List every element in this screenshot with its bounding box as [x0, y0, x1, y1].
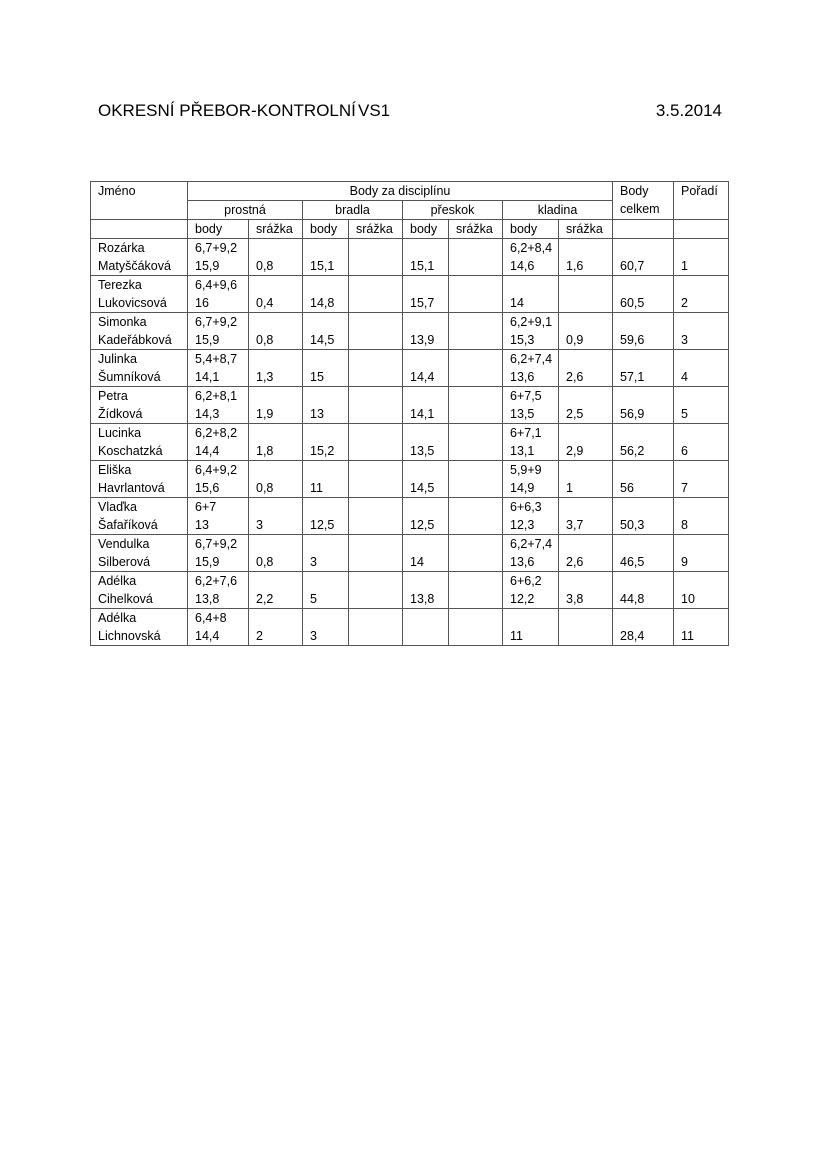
bradla-score: 3	[303, 553, 349, 572]
kladina-score: 12,2	[503, 590, 559, 609]
cell-empty	[559, 461, 613, 480]
rank: 6	[674, 442, 729, 461]
kladina-deduction: 2,6	[559, 368, 613, 387]
bradla-score: 14,8	[303, 294, 349, 313]
cell-empty	[249, 424, 303, 443]
cell-empty	[674, 535, 729, 554]
table-row	[91, 535, 729, 554]
prostna-score-detail: 5,4+8,7	[188, 350, 249, 369]
total-score: 59,6	[613, 331, 674, 350]
kladina-deduction: 2,5	[559, 405, 613, 424]
cell-empty	[349, 387, 403, 406]
category-label: VS1	[358, 101, 391, 120]
rank: 3	[674, 331, 729, 350]
cell-empty	[613, 461, 674, 480]
cell-empty	[349, 313, 403, 332]
sub-header-srazka: srážka	[449, 220, 503, 239]
cell-empty	[449, 387, 503, 406]
rank: 7	[674, 479, 729, 498]
cell-empty	[349, 424, 403, 443]
cell-empty	[349, 350, 403, 369]
preskok-score: 15,1	[403, 257, 449, 276]
total-score: 56	[613, 479, 674, 498]
discipline-bradla: bradla	[303, 201, 403, 220]
last-name: Lukovicsová	[91, 294, 188, 313]
col-header-rank: Pořadí	[674, 182, 729, 220]
cell-empty	[613, 239, 674, 258]
table-row	[91, 239, 729, 258]
prostna-score: 14,4	[188, 442, 249, 461]
rank: 2	[674, 294, 729, 313]
bradla-score: 3	[303, 627, 349, 646]
last-name: Koschatzká	[91, 442, 188, 461]
cell-empty	[403, 609, 449, 628]
preskok-score	[403, 627, 449, 646]
cell-empty	[674, 498, 729, 517]
table-row-continuation	[91, 294, 729, 313]
page-heading	[98, 101, 722, 121]
last-name: Šumníková	[91, 368, 188, 387]
rank: 10	[674, 590, 729, 609]
total-score: 60,5	[613, 294, 674, 313]
results-body	[91, 239, 729, 646]
bradla-deduction	[349, 294, 403, 313]
prostna-deduction: 1,8	[249, 442, 303, 461]
bradla-score: 15,2	[303, 442, 349, 461]
cell-empty	[349, 498, 403, 517]
cell-empty	[249, 239, 303, 258]
preskok-deduction	[449, 331, 503, 350]
preskok-deduction	[449, 405, 503, 424]
sub-header-srazka: srážka	[559, 220, 613, 239]
cell-empty	[303, 498, 349, 517]
kladina-score-detail: 6+7,1	[503, 424, 559, 443]
last-name: Kadeřábková	[91, 331, 188, 350]
table-row-continuation	[91, 627, 729, 646]
cell-empty	[249, 313, 303, 332]
table-row-continuation	[91, 331, 729, 350]
prostna-score: 16	[188, 294, 249, 313]
prostna-deduction: 2	[249, 627, 303, 646]
kladina-score-detail: 5,9+9	[503, 461, 559, 480]
sub-header-empty	[613, 220, 674, 239]
cell-empty	[613, 276, 674, 295]
prostna-score: 13,8	[188, 590, 249, 609]
cell-empty	[349, 572, 403, 591]
total-score: 46,5	[613, 553, 674, 572]
bradla-deduction	[349, 590, 403, 609]
first-name: Adélka	[91, 572, 188, 591]
cell-empty	[249, 535, 303, 554]
competition-date: 3.5.2014	[655, 101, 722, 120]
sub-header-empty	[674, 220, 729, 239]
kladina-deduction: 2,6	[559, 553, 613, 572]
col-header-total: Body celkem	[613, 182, 674, 220]
cell-empty	[674, 609, 729, 628]
cell-empty	[449, 276, 503, 295]
preskok-deduction	[449, 553, 503, 572]
cell-empty	[303, 609, 349, 628]
last-name: Žídková	[91, 405, 188, 424]
cell-empty	[449, 424, 503, 443]
rank: 1	[674, 257, 729, 276]
last-name: Havrlantová	[91, 479, 188, 498]
cell-empty	[613, 498, 674, 517]
cell-empty	[559, 572, 613, 591]
sub-header-srazka: srážka	[349, 220, 403, 239]
preskok-score: 13,5	[403, 442, 449, 461]
cell-empty	[449, 350, 503, 369]
prostna-score-detail: 6,2+8,1	[188, 387, 249, 406]
header-row-3	[91, 220, 729, 239]
total-score: 50,3	[613, 516, 674, 535]
table-row-continuation	[91, 590, 729, 609]
bradla-score: 14,5	[303, 331, 349, 350]
cell-empty	[613, 609, 674, 628]
table-row-continuation	[91, 405, 729, 424]
kladina-deduction: 2,9	[559, 442, 613, 461]
table-row	[91, 461, 729, 480]
total-score: 57,1	[613, 368, 674, 387]
cell-empty	[449, 461, 503, 480]
cell-empty	[449, 535, 503, 554]
kladina-score: 13,1	[503, 442, 559, 461]
kladina-score: 13,6	[503, 553, 559, 572]
table-row-continuation	[91, 442, 729, 461]
cell-empty	[559, 239, 613, 258]
prostna-deduction: 0,8	[249, 331, 303, 350]
rank: 5	[674, 405, 729, 424]
rank: 11	[674, 627, 729, 646]
cell-empty	[613, 535, 674, 554]
cell-empty	[559, 424, 613, 443]
cell-empty	[559, 609, 613, 628]
cell-empty	[249, 276, 303, 295]
last-name: Lichnovská	[91, 627, 188, 646]
preskok-deduction	[449, 368, 503, 387]
cell-empty	[303, 276, 349, 295]
preskok-score: 13,8	[403, 590, 449, 609]
first-name: Eliška	[91, 461, 188, 480]
rank: 4	[674, 368, 729, 387]
cell-empty	[674, 239, 729, 258]
prostna-score-detail: 6+7	[188, 498, 249, 517]
total-score: 56,2	[613, 442, 674, 461]
prostna-score-detail: 6,4+8	[188, 609, 249, 628]
kladina-deduction: 1	[559, 479, 613, 498]
kladina-score-detail	[503, 276, 559, 295]
kladina-score-detail: 6+6,3	[503, 498, 559, 517]
cell-empty	[674, 424, 729, 443]
prostna-score: 14,3	[188, 405, 249, 424]
prostna-deduction: 3	[249, 516, 303, 535]
kladina-score: 14	[503, 294, 559, 313]
prostna-score-detail: 6,7+9,2	[188, 239, 249, 258]
cell-empty	[403, 313, 449, 332]
prostna-score: 15,9	[188, 331, 249, 350]
cell-empty	[674, 313, 729, 332]
cell-empty	[403, 572, 449, 591]
preskok-deduction	[449, 479, 503, 498]
prostna-score: 13	[188, 516, 249, 535]
table-row	[91, 387, 729, 406]
last-name: Matyščáková	[91, 257, 188, 276]
kladina-score: 14,6	[503, 257, 559, 276]
bradla-score: 12,5	[303, 516, 349, 535]
sub-header-body: body	[403, 220, 449, 239]
kladina-deduction: 3,8	[559, 590, 613, 609]
results-table	[90, 181, 729, 646]
last-name: Silberová	[91, 553, 188, 572]
cell-empty	[674, 572, 729, 591]
sub-header-empty	[91, 220, 188, 239]
kladina-score: 12,3	[503, 516, 559, 535]
total-score: 28,4	[613, 627, 674, 646]
cell-empty	[303, 572, 349, 591]
prostna-deduction: 2,2	[249, 590, 303, 609]
first-name: Vendulka	[91, 535, 188, 554]
kladina-score: 13,5	[503, 405, 559, 424]
bradla-deduction	[349, 368, 403, 387]
prostna-score-detail: 6,7+9,2	[188, 535, 249, 554]
bradla-deduction	[349, 257, 403, 276]
kladina-score-detail: 6+6,2	[503, 572, 559, 591]
first-name: Simonka	[91, 313, 188, 332]
cell-empty	[674, 461, 729, 480]
kladina-score-detail: 6+7,5	[503, 387, 559, 406]
preskok-score: 15,7	[403, 294, 449, 313]
kladina-score-detail: 6,2+7,4	[503, 350, 559, 369]
preskok-deduction	[449, 442, 503, 461]
bradla-deduction	[349, 442, 403, 461]
kladina-score: 13,6	[503, 368, 559, 387]
cell-empty	[559, 350, 613, 369]
table-row-continuation	[91, 553, 729, 572]
cell-empty	[613, 424, 674, 443]
prostna-deduction: 1,3	[249, 368, 303, 387]
prostna-score: 15,9	[188, 257, 249, 276]
first-name: Petra	[91, 387, 188, 406]
cell-empty	[559, 387, 613, 406]
cell-empty	[303, 461, 349, 480]
last-name: Šafaříková	[91, 516, 188, 535]
cell-empty	[613, 572, 674, 591]
table-row-continuation	[91, 257, 729, 276]
bradla-deduction	[349, 405, 403, 424]
kladina-deduction	[559, 627, 613, 646]
first-name: Terezka	[91, 276, 188, 295]
table-row	[91, 609, 729, 628]
cell-empty	[613, 387, 674, 406]
cell-empty	[403, 424, 449, 443]
first-name: Julinka	[91, 350, 188, 369]
cell-empty	[303, 535, 349, 554]
sub-header-srazka: srážka	[249, 220, 303, 239]
col-header-disciplines: Body za disciplínu	[188, 182, 613, 201]
kladina-score-detail: 6,2+8,4	[503, 239, 559, 258]
table-row	[91, 424, 729, 443]
cell-empty	[613, 350, 674, 369]
table-row-continuation	[91, 516, 729, 535]
prostna-score-detail: 6,2+7,6	[188, 572, 249, 591]
preskok-score: 14,4	[403, 368, 449, 387]
prostna-deduction: 0,8	[249, 553, 303, 572]
cell-empty	[559, 276, 613, 295]
discipline-preskok: přeskok	[403, 201, 503, 220]
cell-empty	[249, 461, 303, 480]
cell-empty	[249, 350, 303, 369]
table-row-continuation	[91, 368, 729, 387]
bradla-score: 15,1	[303, 257, 349, 276]
cell-empty	[449, 239, 503, 258]
cell-empty	[559, 313, 613, 332]
bradla-deduction	[349, 331, 403, 350]
cell-empty	[403, 461, 449, 480]
prostna-score: 14,1	[188, 368, 249, 387]
prostna-deduction: 0,8	[249, 257, 303, 276]
table-row	[91, 498, 729, 517]
cell-empty	[403, 387, 449, 406]
cell-empty	[349, 609, 403, 628]
preskok-score: 14	[403, 553, 449, 572]
bradla-score: 13	[303, 405, 349, 424]
rank: 9	[674, 553, 729, 572]
cell-empty	[349, 535, 403, 554]
kladina-score: 14,9	[503, 479, 559, 498]
cell-empty	[449, 313, 503, 332]
kladina-score-detail	[503, 609, 559, 628]
cell-empty	[403, 350, 449, 369]
sub-header-body: body	[503, 220, 559, 239]
cell-empty	[349, 276, 403, 295]
sub-header-body: body	[188, 220, 249, 239]
bradla-deduction	[349, 627, 403, 646]
cell-empty	[249, 572, 303, 591]
total-score: 60,7	[613, 257, 674, 276]
bradla-score: 5	[303, 590, 349, 609]
cell-empty	[303, 424, 349, 443]
cell-empty	[303, 387, 349, 406]
cell-empty	[403, 535, 449, 554]
col-header-name: Jméno	[91, 182, 188, 220]
preskok-score: 14,5	[403, 479, 449, 498]
kladina-deduction	[559, 294, 613, 313]
prostna-score: 14,4	[188, 627, 249, 646]
cell-empty	[349, 239, 403, 258]
table-row	[91, 572, 729, 591]
kladina-score-detail: 6,2+9,1	[503, 313, 559, 332]
cell-empty	[674, 350, 729, 369]
first-name: Vlaďka	[91, 498, 188, 517]
table-row	[91, 313, 729, 332]
discipline-kladina: kladina	[503, 201, 613, 220]
preskok-deduction	[449, 590, 503, 609]
preskok-deduction	[449, 516, 503, 535]
preskok-deduction	[449, 294, 503, 313]
cell-empty	[449, 609, 503, 628]
bradla-deduction	[349, 553, 403, 572]
sub-header-body: body	[303, 220, 349, 239]
table-row-continuation	[91, 479, 729, 498]
kladina-deduction: 3,7	[559, 516, 613, 535]
total-score: 44,8	[613, 590, 674, 609]
prostna-deduction: 1,9	[249, 405, 303, 424]
discipline-prostna: prostná	[188, 201, 303, 220]
cell-empty	[349, 461, 403, 480]
cell-empty	[674, 387, 729, 406]
kladina-score-detail: 6,2+7,4	[503, 535, 559, 554]
cell-empty	[403, 239, 449, 258]
cell-empty	[613, 313, 674, 332]
header-row-1	[91, 182, 729, 201]
cell-empty	[403, 498, 449, 517]
cell-empty	[249, 609, 303, 628]
cell-empty	[449, 572, 503, 591]
bradla-deduction	[349, 516, 403, 535]
table-row	[91, 276, 729, 295]
preskok-score: 13,9	[403, 331, 449, 350]
kladina-deduction: 1,6	[559, 257, 613, 276]
first-name: Lucinka	[91, 424, 188, 443]
prostna-score: 15,6	[188, 479, 249, 498]
kladina-score: 11	[503, 627, 559, 646]
cell-empty	[403, 276, 449, 295]
preskok-deduction	[449, 257, 503, 276]
prostna-score-detail: 6,4+9,2	[188, 461, 249, 480]
bradla-score: 15	[303, 368, 349, 387]
cell-empty	[303, 350, 349, 369]
preskok-score: 14,1	[403, 405, 449, 424]
cell-empty	[249, 387, 303, 406]
cell-empty	[303, 239, 349, 258]
cell-empty	[449, 498, 503, 517]
cell-empty	[674, 276, 729, 295]
first-name: Rozárka	[91, 239, 188, 258]
bradla-score: 11	[303, 479, 349, 498]
cell-empty	[303, 313, 349, 332]
rank: 8	[674, 516, 729, 535]
total-score: 56,9	[613, 405, 674, 424]
kladina-score: 15,3	[503, 331, 559, 350]
preskok-score: 12,5	[403, 516, 449, 535]
prostna-score-detail: 6,4+9,6	[188, 276, 249, 295]
table-row	[91, 350, 729, 369]
prostna-deduction: 0,8	[249, 479, 303, 498]
cell-empty	[559, 535, 613, 554]
bradla-deduction	[349, 479, 403, 498]
last-name: Cihelková	[91, 590, 188, 609]
prostna-score: 15,9	[188, 553, 249, 572]
preskok-deduction	[449, 627, 503, 646]
first-name: Adélka	[91, 609, 188, 628]
competition-title: OKRESNÍ PŘEBOR-KONTROLNÍ	[98, 101, 356, 120]
cell-empty	[249, 498, 303, 517]
prostna-score-detail: 6,2+8,2	[188, 424, 249, 443]
cell-empty	[559, 498, 613, 517]
kladina-deduction: 0,9	[559, 331, 613, 350]
prostna-score-detail: 6,7+9,2	[188, 313, 249, 332]
prostna-deduction: 0,4	[249, 294, 303, 313]
